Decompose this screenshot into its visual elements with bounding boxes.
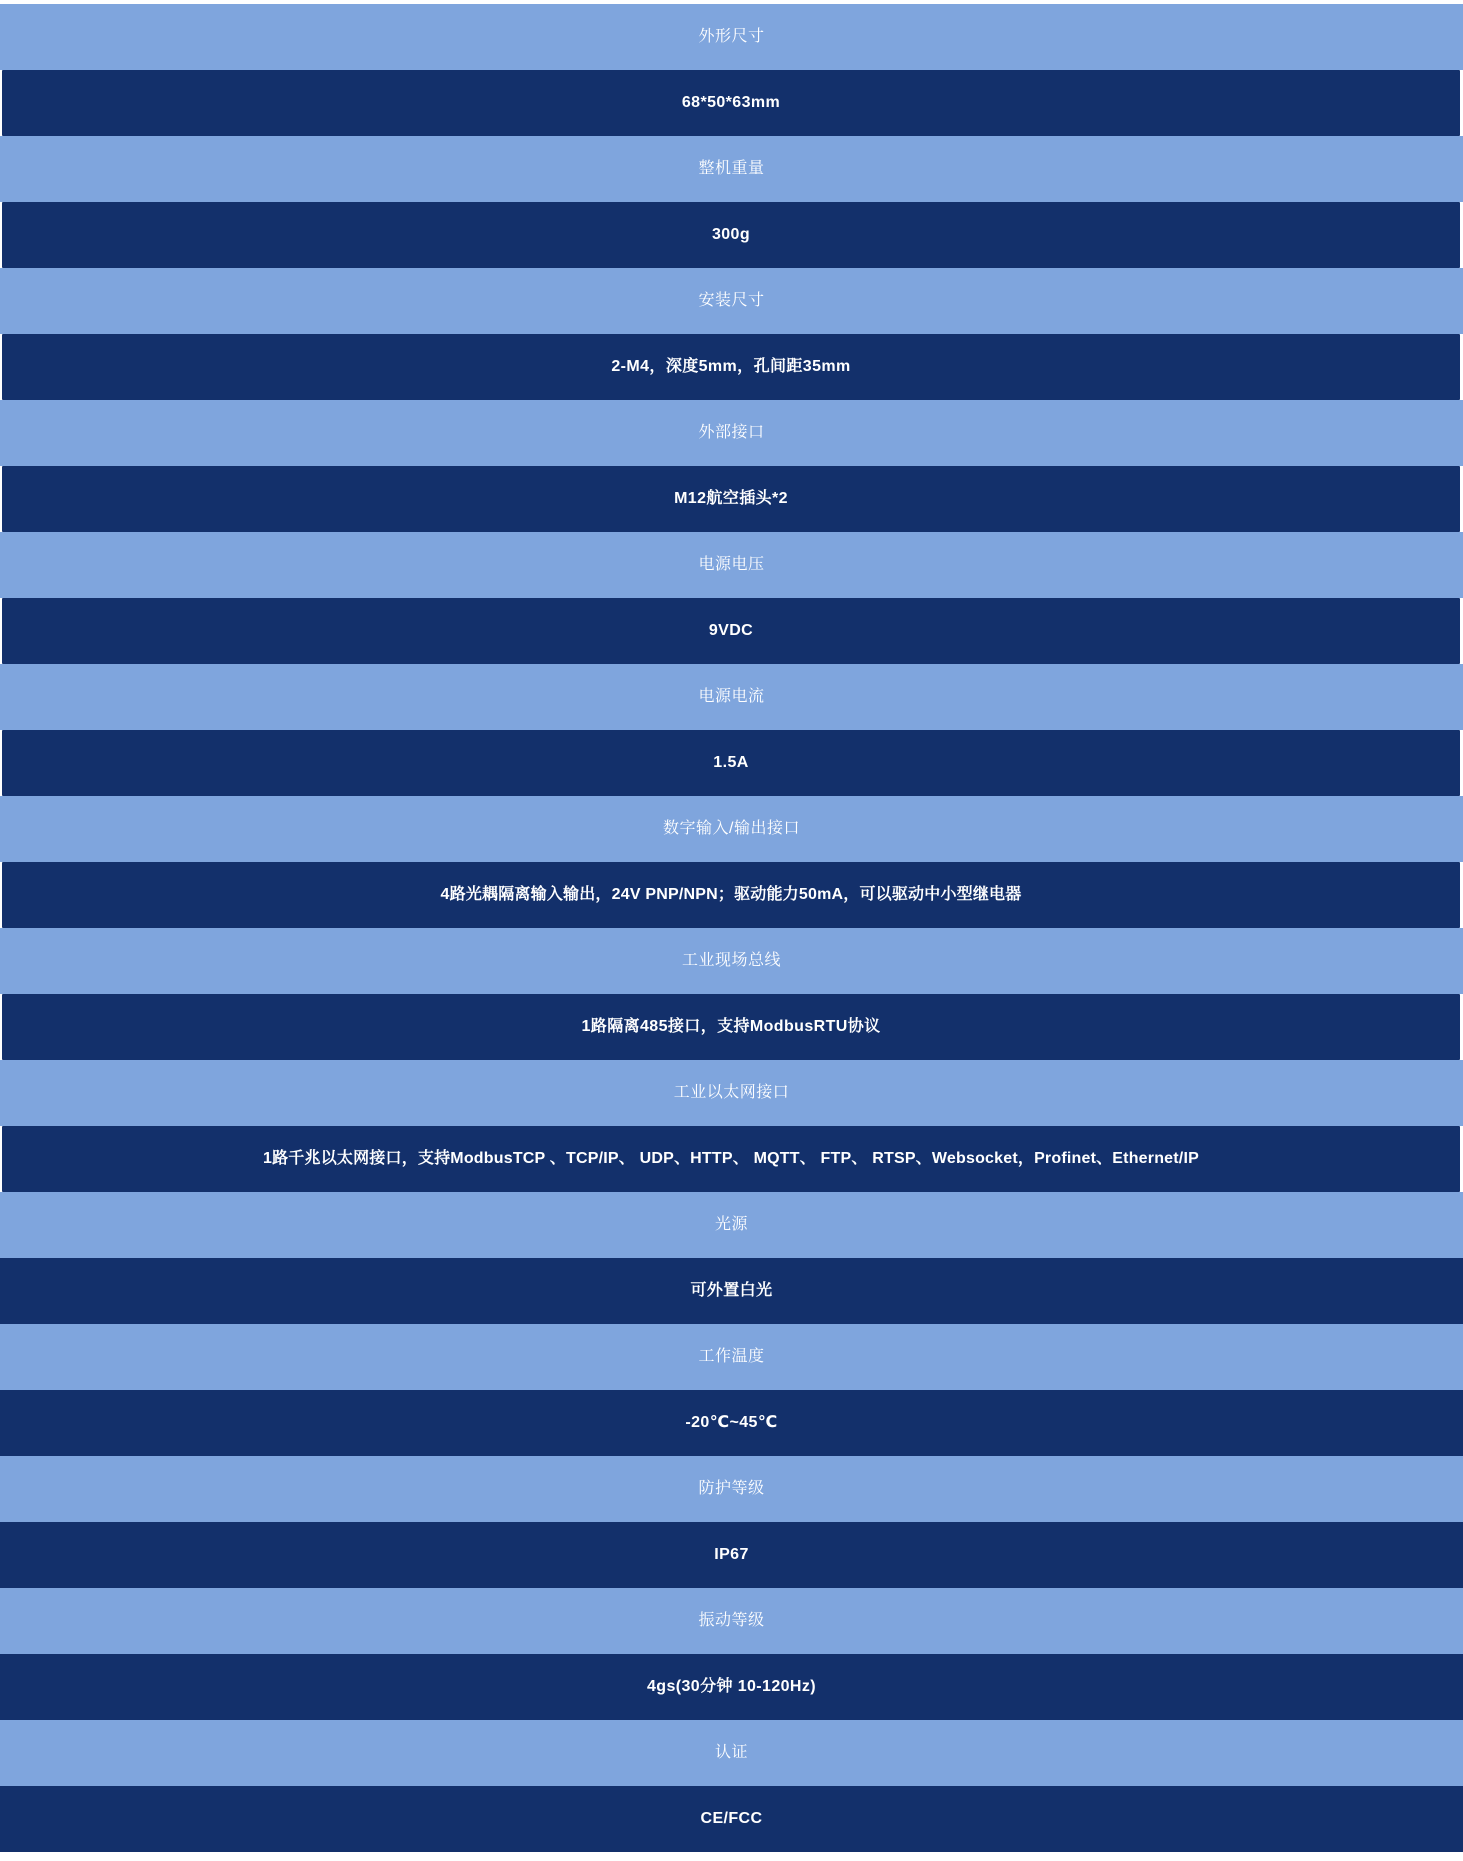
spec-label: 电源电流 — [698, 687, 765, 705]
table-row-label — [0, 796, 1463, 862]
table-row-value — [2, 862, 1460, 928]
table-row-label — [0, 1588, 1463, 1654]
table-row-label — [0, 928, 1463, 994]
table-row-value — [2, 334, 1460, 400]
spec-label: 数字输入/输出接口 — [663, 819, 800, 837]
table-row-label — [0, 400, 1463, 466]
table-row-label — [0, 1192, 1463, 1258]
spec-value: 4路光耦隔离输入输出，24V PNP/NPN；驱动能力50mA，可以驱动中小型继电器 — [440, 885, 1022, 903]
table-row-value — [0, 1522, 1463, 1588]
spec-value: 9VDC — [708, 621, 754, 639]
spec-label: 安装尺寸 — [698, 291, 765, 309]
table-row-value — [0, 1258, 1463, 1324]
spec-value: 可外置白光 — [690, 1281, 773, 1299]
table-row-value — [2, 994, 1460, 1060]
table-row-value — [2, 730, 1460, 796]
table-row-label — [0, 1456, 1463, 1522]
spec-label: 电源电压 — [698, 555, 765, 573]
table-row-label — [0, 268, 1463, 334]
spec-label: 防护等级 — [698, 1479, 765, 1497]
spec-value: 4gs(30分钟 10-120Hz) — [646, 1677, 817, 1695]
spec-value: CE/FCC — [700, 1809, 763, 1827]
table-row-label — [0, 1324, 1463, 1390]
table-row-value — [2, 70, 1460, 136]
spec-value: 68*50*63mm — [681, 93, 781, 111]
table-row-value — [2, 1126, 1460, 1192]
spec-label: 外部接口 — [698, 423, 765, 441]
spec-label: 外形尺寸 — [698, 27, 765, 45]
table-row-value — [2, 598, 1460, 664]
table-row-label — [0, 664, 1463, 730]
table-row-value — [2, 466, 1460, 532]
table-row-label — [0, 1720, 1463, 1786]
spec-label: 工业以太网接口 — [673, 1083, 790, 1101]
spec-value: 2-M4，深度5mm，孔间距35mm — [611, 357, 851, 375]
spec-value: IP67 — [714, 1545, 749, 1563]
spec-value: 1.5A — [713, 753, 749, 771]
spec-label: 工业现场总线 — [681, 951, 781, 969]
table-row-label — [0, 4, 1463, 70]
spec-value: M12航空插头*2 — [674, 489, 788, 507]
spec-label: 认证 — [714, 1743, 748, 1761]
spec-label: 光源 — [714, 1215, 748, 1233]
spec-label: 工作温度 — [698, 1347, 765, 1365]
spec-label: 振动等级 — [698, 1611, 765, 1629]
spec-value: -20℃~45℃ — [685, 1413, 778, 1431]
table-row-value — [0, 1654, 1463, 1720]
spec-value: 300g — [711, 225, 751, 243]
spec-value: 1路千兆以太网接口，支持ModbusTCP 、TCP/IP、 UDP、HTTP、 MQTT、 FTP、 RTSP、Websocket，Profinet、Ethernet/IP — [263, 1149, 1199, 1167]
table-row-value — [2, 202, 1460, 268]
spec-value: 1路隔离485接口，支持ModbusRTU协议 — [581, 1017, 881, 1035]
table-row-label — [0, 532, 1463, 598]
spec-label: 整机重量 — [698, 159, 765, 177]
table-row-label — [0, 1060, 1463, 1126]
table-row-label — [0, 136, 1463, 202]
table-row-value — [0, 1390, 1463, 1456]
table-row-value — [0, 1786, 1463, 1852]
